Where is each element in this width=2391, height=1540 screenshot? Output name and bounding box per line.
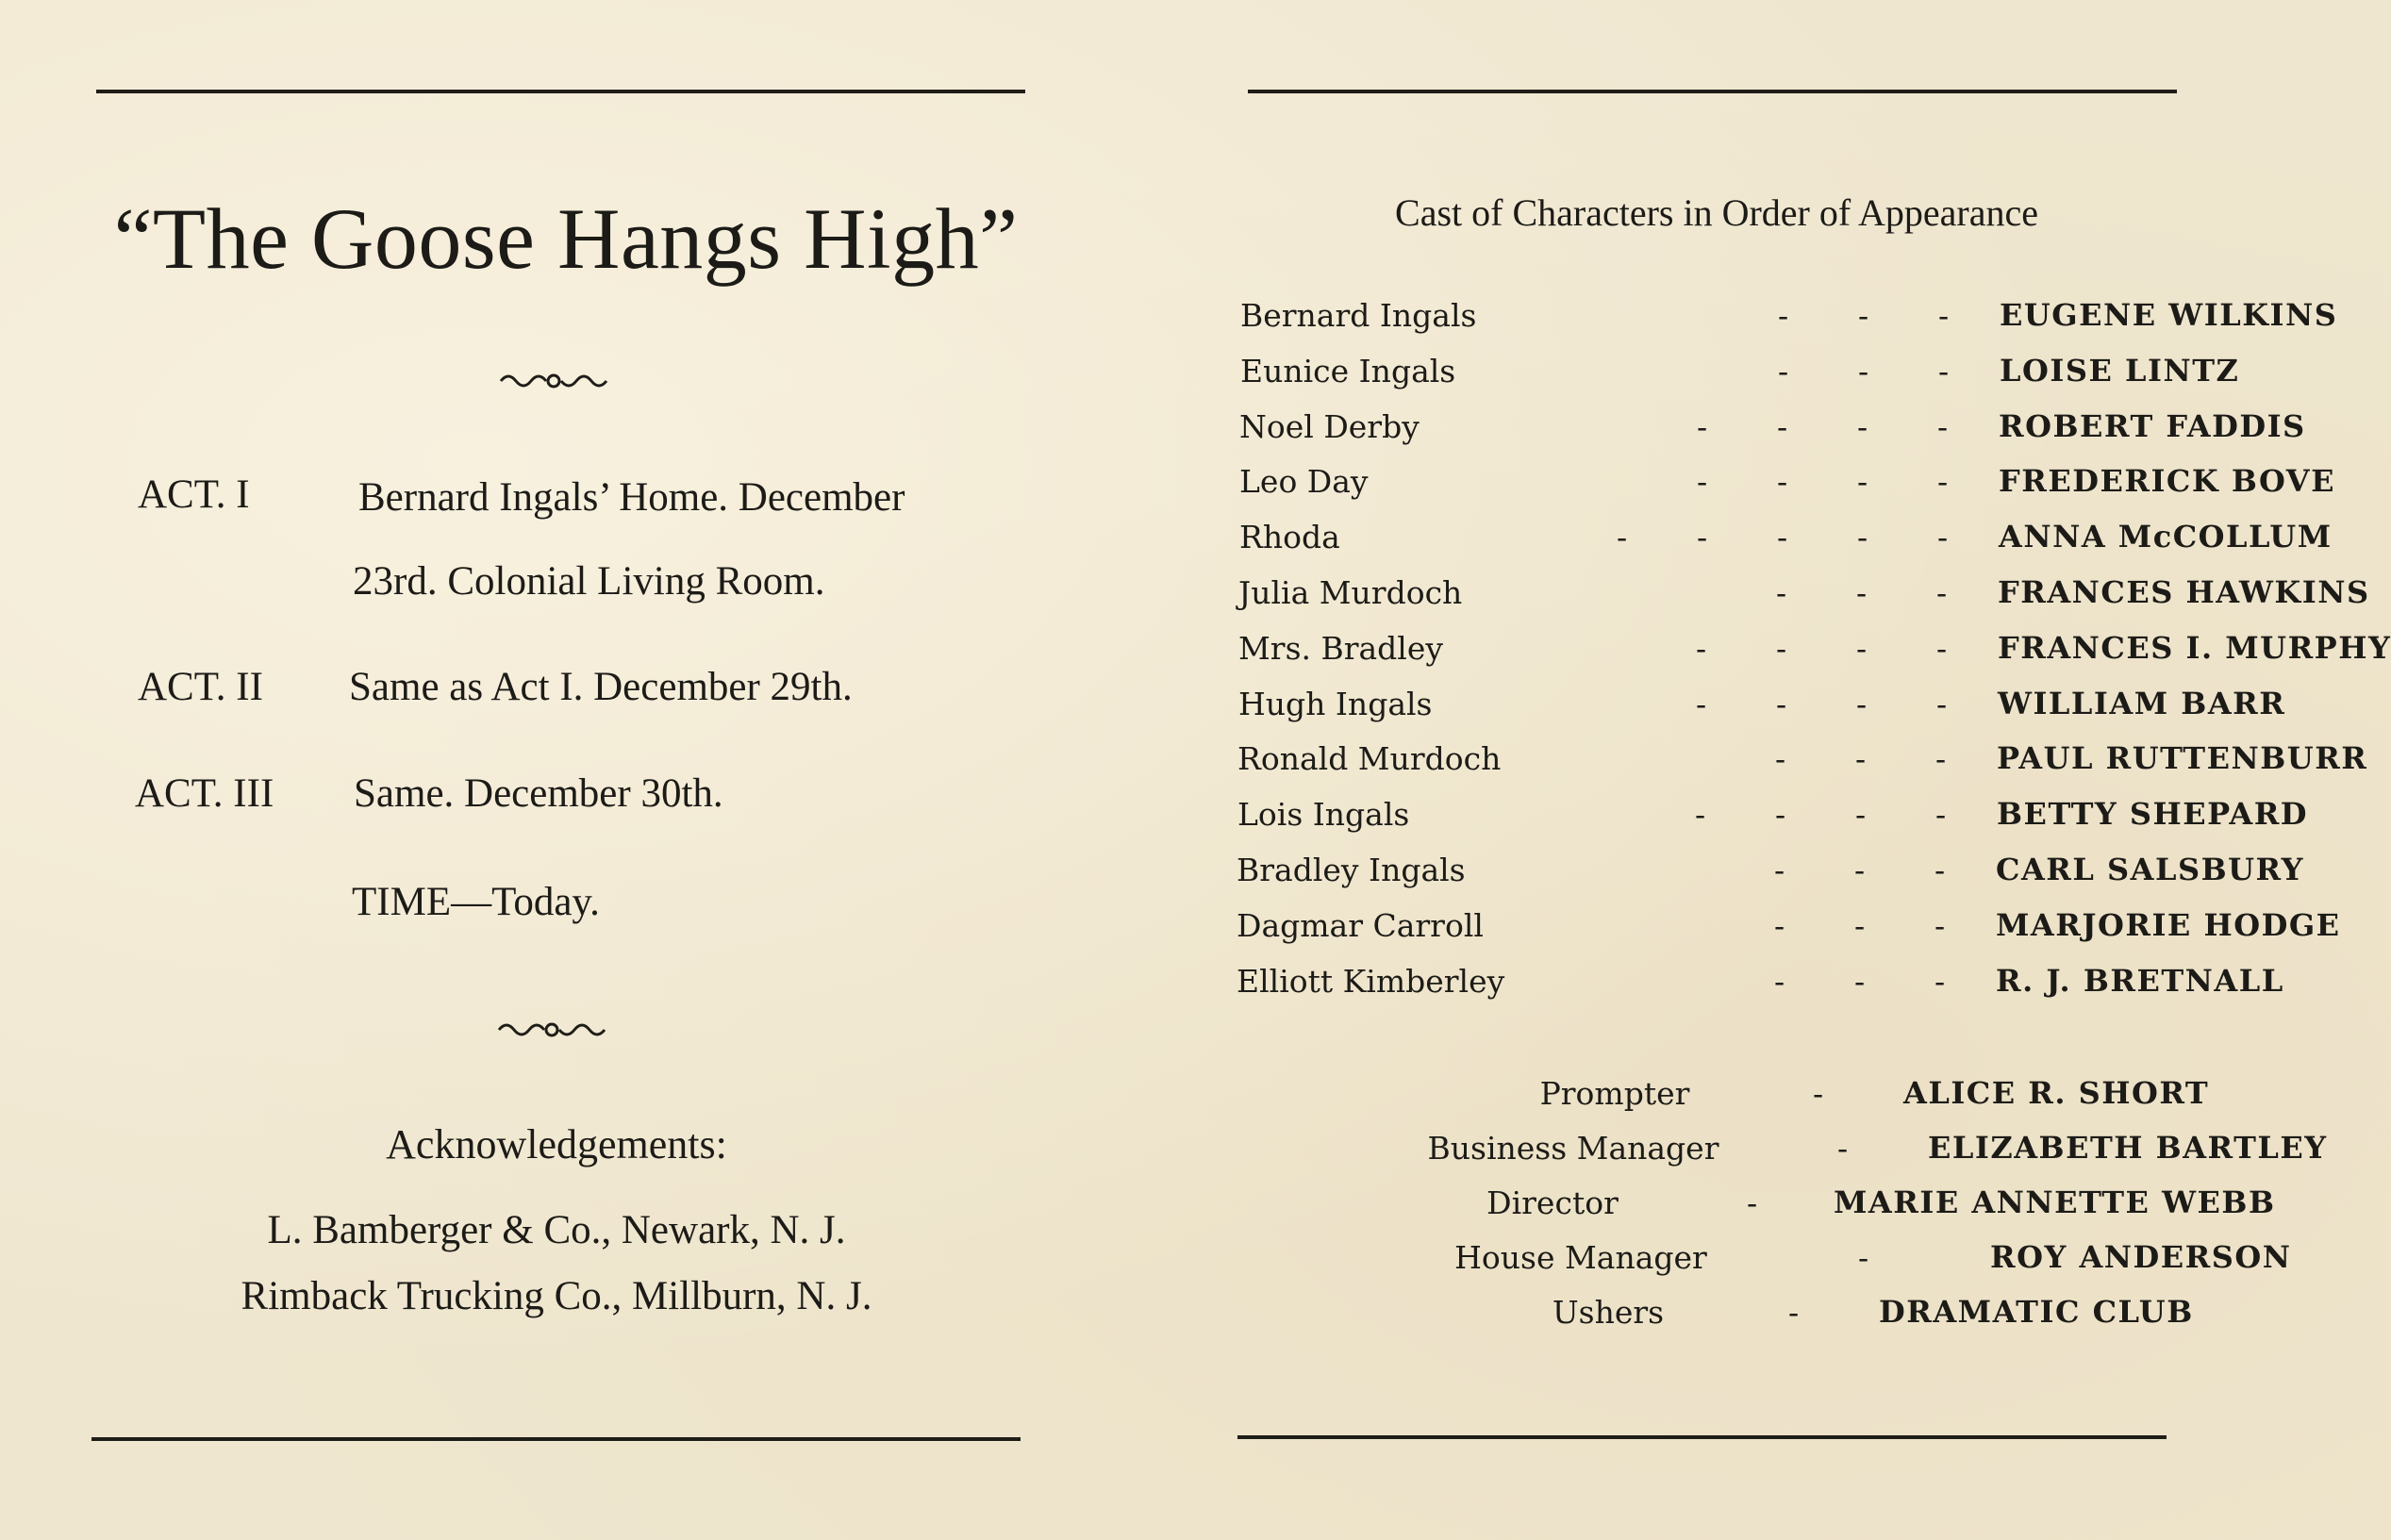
cast-dash: - [1774,907,1785,944]
cast-character: Elliott Kimberley [1237,963,1505,1000]
cast-dash: - [1854,963,1866,1000]
cast-character: Leo Day [1239,463,1369,500]
staff-role: Ushers [1552,1294,1665,1331]
cast-row [1237,796,2309,843]
cast-dash: - [1856,686,1868,722]
act-3-line-1: Same. December 30th. [354,771,723,816]
cast-dash: - [1855,796,1867,833]
staff-row [1132,1184,2276,1232]
cast-dash: - [1858,353,1869,389]
cast-dash: - [1778,353,1789,389]
staff-dash: - [1747,1184,1758,1221]
staff-dash: - [1858,1239,1869,1276]
acknowledgement-line-1: L. Bamberger & Co., Newark, N. J. [267,1208,846,1252]
act-1-label: ACT. I [138,472,250,517]
cast-dash: - [1938,353,1950,389]
staff-row [1132,1130,2328,1177]
cast-dash: - [1696,686,1707,722]
cast-dash: - [1858,297,1869,334]
act-2-label: ACT. II [138,665,263,709]
cast-dash: - [1856,574,1868,611]
time-line: TIME—Today. [352,880,600,924]
cast-actor: FREDERICK BOVE [1999,463,2335,499]
cast-actor: R. J. BRETNALL [1996,963,2284,999]
cast-dash: - [1695,796,1706,833]
cast-actor: EUGENE WILKINS [2000,297,2338,333]
cast-dash: - [1854,907,1866,944]
cast-dash: - [1777,408,1788,445]
cast-character: Ronald Murdoch [1237,740,1502,777]
act-1-line-2: 23rd. Colonial Living Room. [353,559,825,604]
staff-row [1132,1239,2292,1286]
act-1-line-1: Bernard Ingals’ Home. December [358,475,905,520]
ornament-bottom-icon [495,1018,608,1041]
cast-actor: CARL SALSBURY [1996,852,2304,887]
cast-row [1237,963,2284,1010]
cast-dash: - [1776,574,1787,611]
cast-actor: FRANCES I. MURPHY [1998,630,2391,666]
cast-dash: - [1857,519,1868,555]
staff-person: ELIZABETH BARTLEY [1928,1130,2328,1166]
cast-dash: - [1935,796,1947,833]
cast-character: Hugh Ingals [1238,686,1433,722]
cast-dash: - [1696,630,1707,667]
cast-actor: MARJORIE HODGE [1996,907,2341,943]
cast-dash: - [1776,630,1787,667]
act-3-label: ACT. III [135,771,274,816]
staff-dash: - [1813,1075,1824,1112]
staff-role: House Manager [1454,1239,1707,1276]
staff-person: MARIE ANNETTE WEBB [1834,1184,2276,1220]
cast-character: Eunice Ingals [1240,353,1456,389]
cast-actor: BETTY SHEPARD [1997,796,2309,832]
cast-actor: WILLIAM BARR [1998,686,2286,721]
cast-actor: ROBERT FADDIS [1999,408,2306,444]
left-page [0,0,1132,1540]
cast-dash: - [1937,519,1949,555]
cast-dash: - [1935,740,1947,777]
cast-dash: - [1936,630,1948,667]
cast-dash: - [1857,408,1868,445]
cast-dash: - [1936,574,1948,611]
cast-character: Lois Ingals [1237,796,1410,833]
cast-dash: - [1938,297,1950,334]
cast-dash: - [1774,963,1785,1000]
cast-row [1239,408,2306,455]
cast-character: Noel Derby [1239,408,1420,445]
staff-dash: - [1788,1294,1800,1331]
cast-actor: ANNA McCOLLUM [1999,519,2333,555]
cast-row [1238,686,2286,733]
cast-character: Dagmar Carroll [1237,907,1484,944]
cast-dash: - [1776,686,1787,722]
cast-actor: PAUL RUTTENBURR [1997,740,2368,776]
cast-dash: - [1775,740,1786,777]
acknowledgements-heading: Acknowledgements: [386,1121,727,1167]
cast-row [1239,519,2333,566]
staff-dash: - [1837,1130,1849,1167]
cast-row [1240,297,2338,344]
cast-dash: - [1936,686,1948,722]
cast-dash: - [1778,297,1789,334]
staff-role: Director [1486,1184,1619,1221]
cast-dash: - [1934,852,1946,888]
cast-dash: - [1937,463,1949,500]
staff-person: ROY ANDERSON [1990,1239,2292,1275]
cast-actor: FRANCES HAWKINS [1998,574,2370,610]
cast-dash: - [1856,630,1868,667]
cast-row [1237,852,2304,899]
cast-row [1237,907,2341,954]
cast-character: Mrs. Bradley [1238,630,1444,667]
top-rule-left [96,90,1025,93]
cast-row [1238,630,2391,677]
cast-dash: - [1774,852,1785,888]
cast-row [1240,353,2278,400]
cast-dash: - [1777,463,1788,500]
cast-actor: LOISE LINTZ [2000,353,2240,389]
cast-dash: - [1855,740,1867,777]
cast-character: Bradley Ingals [1237,852,1466,888]
staff-person: ALICE R. SHORT [1903,1075,2210,1111]
cast-row [1238,574,2370,621]
ornament-top-icon [497,370,610,392]
cast-dash: - [1697,408,1708,445]
cast-character: Bernard Ingals [1240,297,1477,334]
staff-person: DRAMATIC CLUB [1879,1294,2194,1330]
cast-dash: - [1937,408,1949,445]
cast-dash: - [1697,519,1708,555]
cast-dash: - [1777,519,1788,555]
cast-character: Julia Murdoch [1238,574,1463,611]
play-title: “The Goose Hangs High” [113,190,1019,287]
staff-role: Prompter [1539,1075,1690,1112]
cast-dash: - [1934,963,1946,1000]
cast-dash: - [1697,463,1708,500]
bottom-rule-left [91,1437,1021,1441]
cast-row [1237,740,2368,787]
cast-dash: - [1617,519,1628,555]
bottom-rule-right [1237,1435,2167,1439]
cast-dash: - [1934,907,1946,944]
staff-row [1132,1294,2264,1341]
cast-character: Rhoda [1239,519,1340,555]
right-page [1132,0,2391,1540]
acknowledgement-line-2: Rimback Trucking Co., Millburn, N. J. [241,1274,872,1318]
staff-role: Business Manager [1427,1130,1719,1167]
cast-dash: - [1857,463,1868,500]
cast-dash: - [1775,796,1786,833]
cast-dash: - [1854,852,1866,888]
top-rule-right [1248,90,2177,93]
staff-row [1132,1075,2264,1122]
act-2-line-1: Same as Act I. December 29th. [349,665,853,709]
cast-heading: Cast of Characters in Order of Appearance [1395,191,2038,234]
cast-row [1239,463,2335,510]
